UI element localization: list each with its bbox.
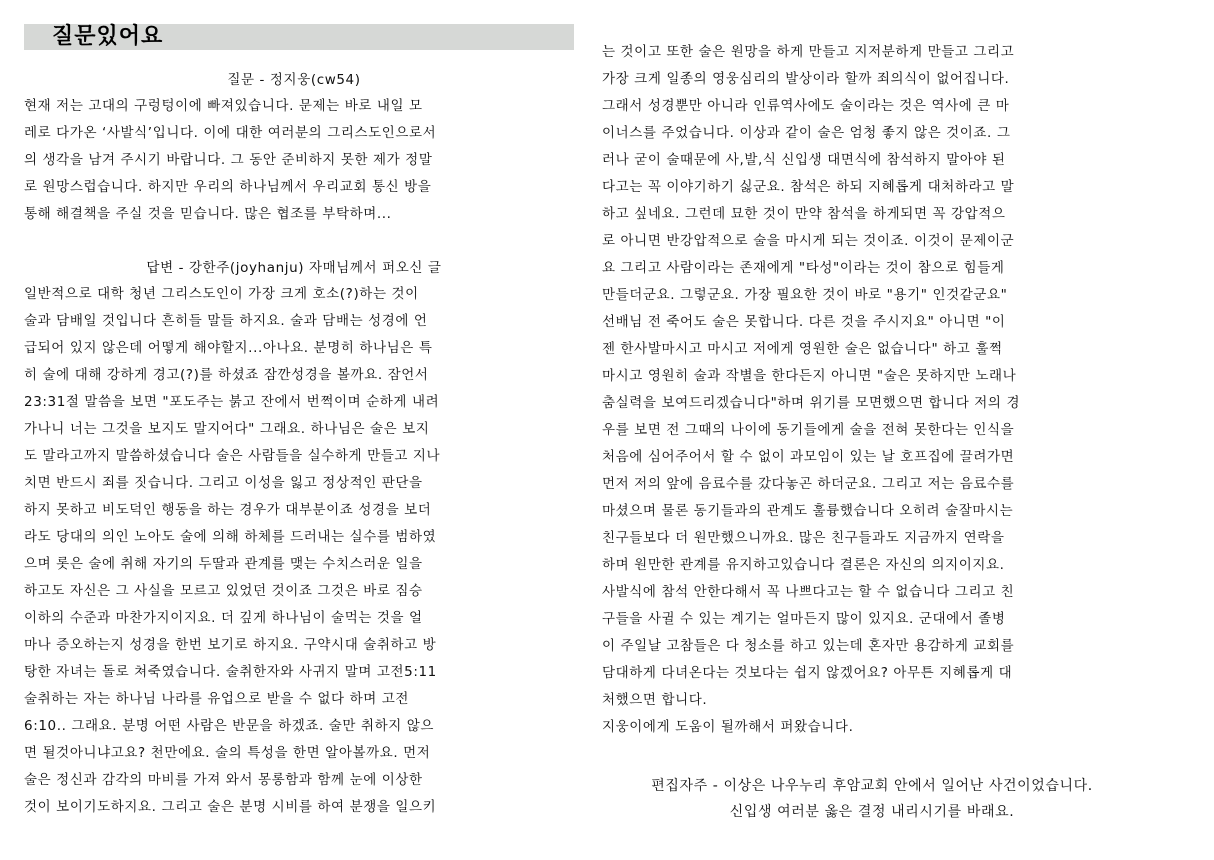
question-heading: 질문 - 정지웅(cw54) [227, 72, 361, 88]
text-line: 이하의 수준과 마찬가지이지요. 더 깊게 하나님이 술먹는 것을 얼 [24, 610, 423, 626]
text-line: 현재 저는 고대의 구렁텅이에 빠져있습니다. 문제는 바로 내일 모 [24, 98, 423, 114]
text-line: 마셨으며 물론 동기들과의 관계도 훌륭했습니다 오히려 술잘마시는 [602, 503, 1014, 519]
text-line: 술취하는 자는 하나님 나라를 유업으로 받을 수 없다 하며 고전 [24, 691, 410, 707]
text-line: 젠 한사발마시고 마시고 저에게 영원한 술은 없습니다" 하고 훌쩍 [602, 341, 1003, 357]
text-line: 지웅이에게 도움이 될까해서 퍼왔습니다. [602, 719, 854, 735]
text-line: 레로 다가온 ‘사발식’입니다. 이에 대한 여러분의 그리스도인으로서 [24, 125, 437, 141]
text-line: 탕한 자녀는 돌로 쳐죽였습니다. 술취한자와 사귀지 말며 고전5:11 [24, 664, 437, 680]
text-line: 술은 정신과 감각의 마비를 가져 와서 몽롱함과 함께 눈에 이상한 [24, 772, 423, 788]
text-line: 히 술에 대해 강하게 경고(?)를 하셨죠 잠깐성경을 볼까요. 잠언서 [24, 367, 429, 383]
editor-note-line-2: 신입생 여러분 옳은 결정 내리시기를 바래요. [729, 804, 1015, 820]
text-line: 이너스를 주었습니다. 이상과 같이 술은 엄청 좋지 않은 것이죠. 그 [602, 125, 1011, 141]
text-line: 이 주일날 고참들은 다 청소를 하고 있는데 혼자만 용감하게 교회를 [602, 638, 1015, 654]
text-line: 친구들보다 더 원만했으니까요. 많은 친구들과도 지금까지 연락을 [602, 530, 1005, 546]
text-line: 것이 보이기도하지요. 그리고 술은 분명 시비를 하여 분쟁을 일으키 [24, 799, 437, 815]
text-line: 하고 싶네요. 그런데 묘한 것이 만약 참석을 하게되면 꼭 강압적으 [602, 206, 1006, 222]
text-line: 23:31절 말씀을 보면 "포도주는 붉고 잔에서 번쩍이며 순하게 내려 [24, 394, 440, 410]
text-line: 하지 못하고 비도덕인 행동을 하는 경우가 대부분이죠 성경을 보더 [24, 502, 432, 518]
text-line: 으며 롯은 술에 취해 자기의 두딸과 관계를 맺는 수치스러운 일을 [24, 556, 423, 572]
text-line: 로 아니면 반강압적으로 술을 마시게 되는 것이죠. 이것이 문제이군 [602, 233, 1015, 249]
text-line: 요 그리고 사람이라는 존재에게 "타성"이라는 것이 참으로 힘들게 [602, 260, 1005, 276]
text-line: 마나 증오하는지 성경을 한번 보기로 하지요. 구약시대 술취하고 방 [24, 637, 437, 653]
text-line: 러나 굳이 술때문에 사,발,식 신입생 대면식에 참석하지 말아야 된 [602, 152, 1006, 168]
text-line: 하고도 자신은 그 사실을 모르고 있었던 것이죠 그것은 바로 짐승 [24, 583, 423, 599]
text-line: 처음에 심어주어서 할 수 없이 과모임이 있는 날 호프집에 끌려가면 [602, 449, 1015, 465]
text-line: 면 될것아니냐고요? 천만에요. 술의 특성을 한면 알아볼까요. 먼저 [24, 745, 431, 761]
text-line: 다고는 꼭 이야기하기 싫군요. 참석은 하되 지혜롭게 대처하라고 말 [602, 179, 1015, 195]
text-line: 일반적으로 대학 청년 그리스도인이 가장 크게 호소(?)하는 것이 [24, 286, 419, 302]
text-line: 급되어 있지 않은데 어떻게 해야할지...아나요. 분명히 하나님은 특 [24, 340, 433, 356]
editor-note-line-1: 편집자주 - 이상은 나우누리 후암교회 안에서 일어난 사건이었습니다. [651, 778, 1093, 794]
text-line: 통해 해결책을 주실 것을 믿습니다. 많은 협조를 부탁하며... [24, 206, 392, 222]
text-line: 치면 반드시 죄를 짓습니다. 그리고 이성을 잃고 정상적인 판단을 [24, 475, 423, 491]
text-line: 만들더군요. 그렇군요. 가장 필요한 것이 바로 "용기" 인것같군요" [602, 287, 1008, 303]
text-line: 의 생각을 남겨 주시기 바랍니다. 그 동안 준비하지 못한 제가 정말 [24, 152, 433, 168]
text-line: 우를 보면 전 그때의 나이에 동기들에게 술을 전혀 못한다는 인식을 [602, 422, 1015, 438]
answer-heading: 답변 - 강한주(joyhanju) 자매님께서 퍼오신 글 [146, 260, 442, 276]
text-line: 선배님 전 죽어도 술은 못합니다. 다른 것을 주시지요" 아니면 "이 [602, 314, 1006, 330]
text-line: 담대하게 다녀온다는 것보다는 쉽지 않겠어요? 아무튼 지혜롭게 대 [602, 665, 1013, 681]
text-line: 도 말라고까지 말씀하셨습니다 술은 사람들을 실수하게 만들고 지나 [24, 448, 441, 464]
text-line: 로 원망스럽습니다. 하지만 우리의 하나님께서 우리교회 통신 방을 [24, 179, 432, 195]
text-line: 그래서 성경뿐만 아니라 인류역사에도 술이라는 것은 역사에 큰 마 [602, 98, 1010, 114]
text-line: 구들을 사귈 수 있는 계기는 얼마든지 많이 있지요. 군대에서 졸병 [602, 611, 1006, 627]
text-line: 술과 담배일 것입니다 흔히들 말들 하지요. 술과 담배는 성경에 언 [24, 313, 428, 329]
text-line: 처했으면 합니다. [602, 692, 708, 708]
text-line: 가장 크게 일종의 영웅심리의 발상이라 할까 죄의식이 없어집니다. [602, 71, 1010, 87]
text-line: 먼저 저의 앞에 음료수를 갔다놓곤 하더군요. 그리고 저는 음료수를 [602, 476, 1015, 492]
text-line: 춤실력을 보여드리겠습니다"하며 위기를 모면했으면 합니다 저의 경 [602, 395, 1021, 411]
text-line: 마시고 영원히 술과 작별을 한다든지 아니면 "술은 못하지만 노래나 [602, 368, 1017, 384]
text-line: 6:10.. 그래요. 분명 어떤 사람은 반문을 하겠죠. 술만 취하지 않으 [24, 718, 435, 734]
text-line: 가나니 너는 그것을 보지도 말지어다" 그래요. 하나님은 술은 보지 [24, 421, 430, 437]
page-title: 질문있어요 [52, 24, 164, 49]
text-line: 하며 원만한 관계를 유지하고있습니다 결론은 자신의 의지이지요. [602, 557, 1005, 573]
text-line: 는 것이고 또한 술은 원망을 하게 만들고 지저분하게 만들고 그리고 [602, 44, 1015, 60]
text-line: 사발식에 참석 안한다해서 꼭 나쁘다고는 할 수 없습니다 그리고 친 [602, 584, 1015, 600]
text-line: 라도 당대의 의인 노아도 술에 의해 하체를 드러내는 실수를 범하였 [24, 529, 437, 545]
